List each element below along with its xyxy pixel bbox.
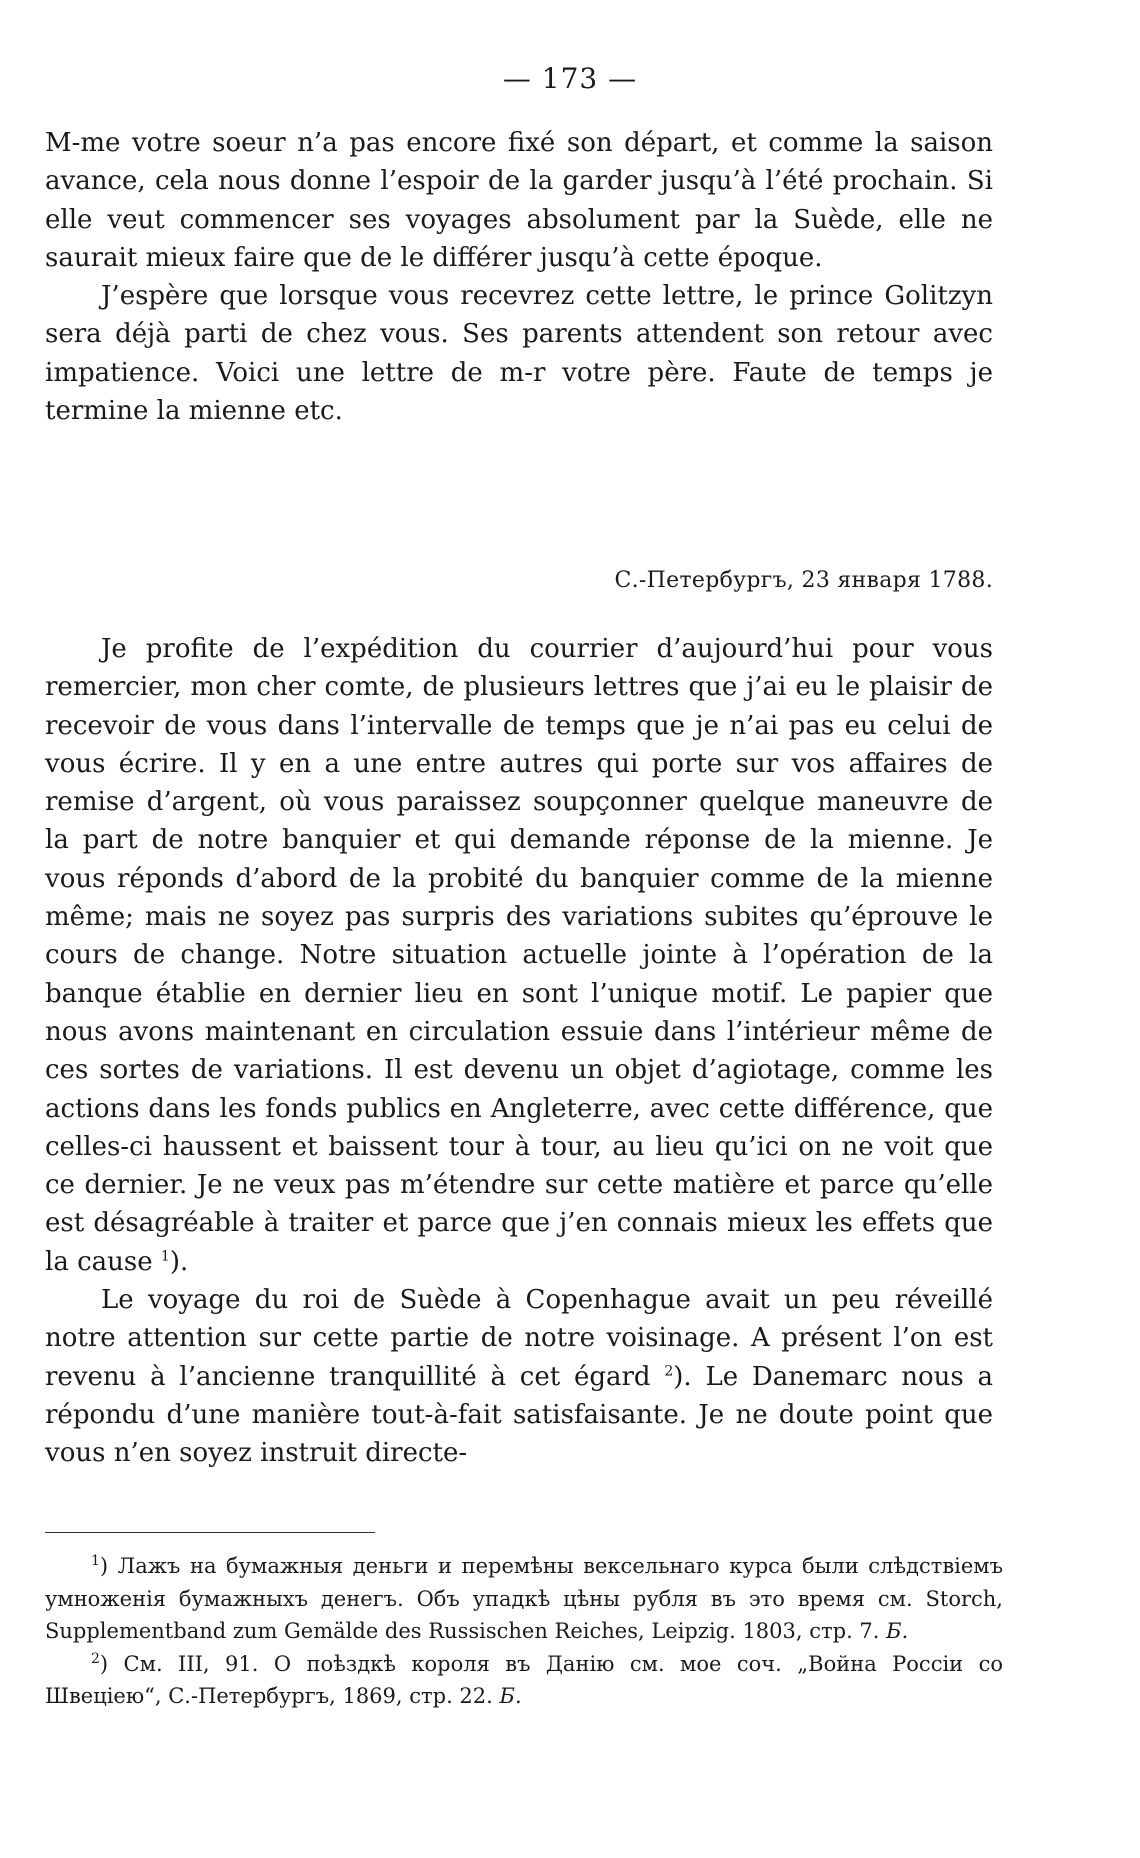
letter-2-paragraph-2-text: Le voyage du roi de Suède à Copenhague avait un peu réveillé notre attention sur cette partie de notre voisinage. A présent l’on est revenu à l’ancienne tranquillité à cet égard	[45, 1285, 993, 1392]
footnotes	[45, 1550, 1003, 1713]
footnote-2-signature: Б.	[499, 1684, 522, 1708]
letter-2-dateline: С.-Петербургъ, 23 января 1788.	[614, 568, 993, 593]
letter-2-paragraph-2	[45, 1281, 993, 1472]
letter-1-paragraph-1: M-me votre soeur n’a pas encore fixé son départ, et comme la saison avance, cela nous donne l’espoir de la garder jusqu’à l’été prochain. Si elle veut commencer ses voyages absolument par la Suède, elle ne saurait mieux faire que de le différer jusqu’à cette époque.	[45, 128, 993, 273]
footnote-divider	[45, 1532, 375, 1533]
footnote-reference-2: 2	[664, 1362, 674, 1379]
letter-1-paragraph-2: J’espère que lorsque vous recevrez cette lettre, le prince Golitzyn sera déjà parti de chez vous. Ses parents attendent son retour avec impatience. Voici une lettre de m-r votre père. Faute de temps je termine la mienne etc.	[45, 281, 993, 427]
footnote-1-text: ) Лажъ на бумажныя деньги и перемѣны вексельнаго курса были слѣдствіемъ умноженія бумажныхъ денегъ. Объ упадкѣ цѣны рубля въ это время см. Storch, Supplementband zum Gemälde des Russischen Reiches, Leipzig. 1803, стр. 7.	[45, 1554, 1003, 1643]
footnote-1	[45, 1550, 1003, 1648]
letter-2-paragraph-1-text: Je profite de l’expédition du courrier d’aujourd’hui pour vous remercier, mon cher comte, de plusieurs lettres que j’ai eu le plaisir de recevoir de vous dans l’intervalle de temps que je n’ai pas eu celui de vous écrire. Il y en a une entre autres qui porte sur vos affaires de remise d’argent, où vous paraissez soupçonner quelque maneuvre de la part de notre banquier et qui demande réponse de la mienne. Je vous réponds d’abord de la probité du banquier comme de la mienne même; mais ne soyez pas surpris des variations subites qu’éprouve le cours de change. Notre situation actuelle jointe à l’opération de la banque établie en dernier lieu en sont l’unique motif. Le papier que nous avons maintenant en circulation essuie dans l’intérieur même de ces sortes de variations. Il est devenu un objet d’agiotage, comme les actions dans les fonds publics en Angleterre, avec cette différence, que celles-ci haussent et baissent tour à tour, au lieu qu’ici on ne voit que ce dernier. Je ne veux pas m’étendre sur cette matière et parce qu’elle est désagréable à traiter et parce que j’en connais mieux les effets que la cause	[45, 634, 993, 1277]
footnote-1-mark: 1	[91, 1553, 100, 1569]
footnote-2	[45, 1648, 1003, 1713]
letter-2-body	[45, 630, 993, 1473]
footnote-1-signature: Б.	[886, 1619, 909, 1643]
letter-2-paragraph-1	[45, 630, 993, 1281]
footnote-2-mark: 2	[91, 1650, 100, 1667]
letter-2-paragraph-2-end: ). Le Danemarc nous a répondu d’une manière tout-à-fait satisfaisante. Je ne doute point que vous n’en soyez instruit directe-	[45, 1361, 994, 1469]
page-number: — 173 —	[502, 62, 638, 95]
letter-2-paragraph-1-end: ).	[169, 1246, 189, 1277]
footnote-reference-1: 1	[160, 1248, 170, 1265]
footnote-2-text: ) См. III, 91. О поѣздкѣ короля въ Данію см. мое соч. „Война Россіи со Швеціею“, С.-Петербургъ, 1869, стр. 22.	[45, 1651, 1003, 1708]
letter-1-body	[45, 124, 993, 430]
